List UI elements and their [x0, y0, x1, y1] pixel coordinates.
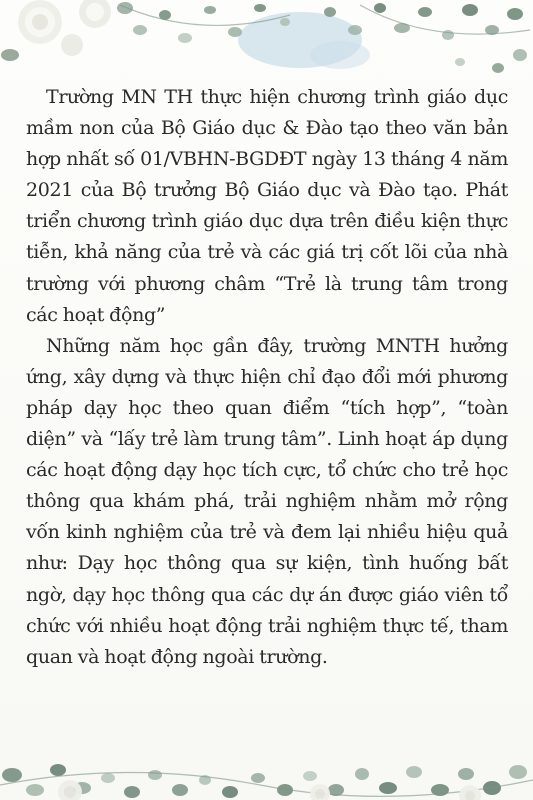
bottom-floral-decoration [0, 730, 533, 800]
body-text [26, 82, 508, 673]
paragraph-1: Trường MN TH thực hiện chương trình giáo dục mầm non của Bộ Giáo dục & Đào tạo theo văn bản hợp nhất số 01/VBHN-BGDĐT ngày 13 tháng 4 năm 2021 của Bộ trưởng Bộ Giáo dục và Đào tạo. Phát triển chương trình giáo dục dựa trên điều kiện thực tiễn, khả năng của trẻ và các giá trị cốt lõi của nhà trường với phương châm “Trẻ là trung tâm trong các hoạt động” [26, 86, 508, 326]
paragraph-2: Những năm học gần đây, trường MNTH hưởng ứng, xây dựng và thực hiện chỉ đạo đổi mới phương pháp dạy học theo quan điểm “tích hợp”, “toàn diện” và “lấy trẻ làm trung tâm”. Linh hoạt áp dụng các hoạt động dạy học tích cực, tổ chức cho trẻ học thông qua khám phá, trải nghiệm nhằm mở rộng vốn kinh nghiệm của trẻ và đem lại nhiều hiệu quả như: Dạy học thông qua sự kiện, tình huống bất ngờ, dạy học thông qua các dự án được giáo viên tổ chức với nhiều hoạt động trải nghiệm thực tế, tham quan và hoạt động ngoài trường. [26, 334, 508, 668]
top-floral-decoration [0, 0, 533, 85]
rose-icon [18, 0, 111, 56]
rose-icon [58, 780, 481, 800]
